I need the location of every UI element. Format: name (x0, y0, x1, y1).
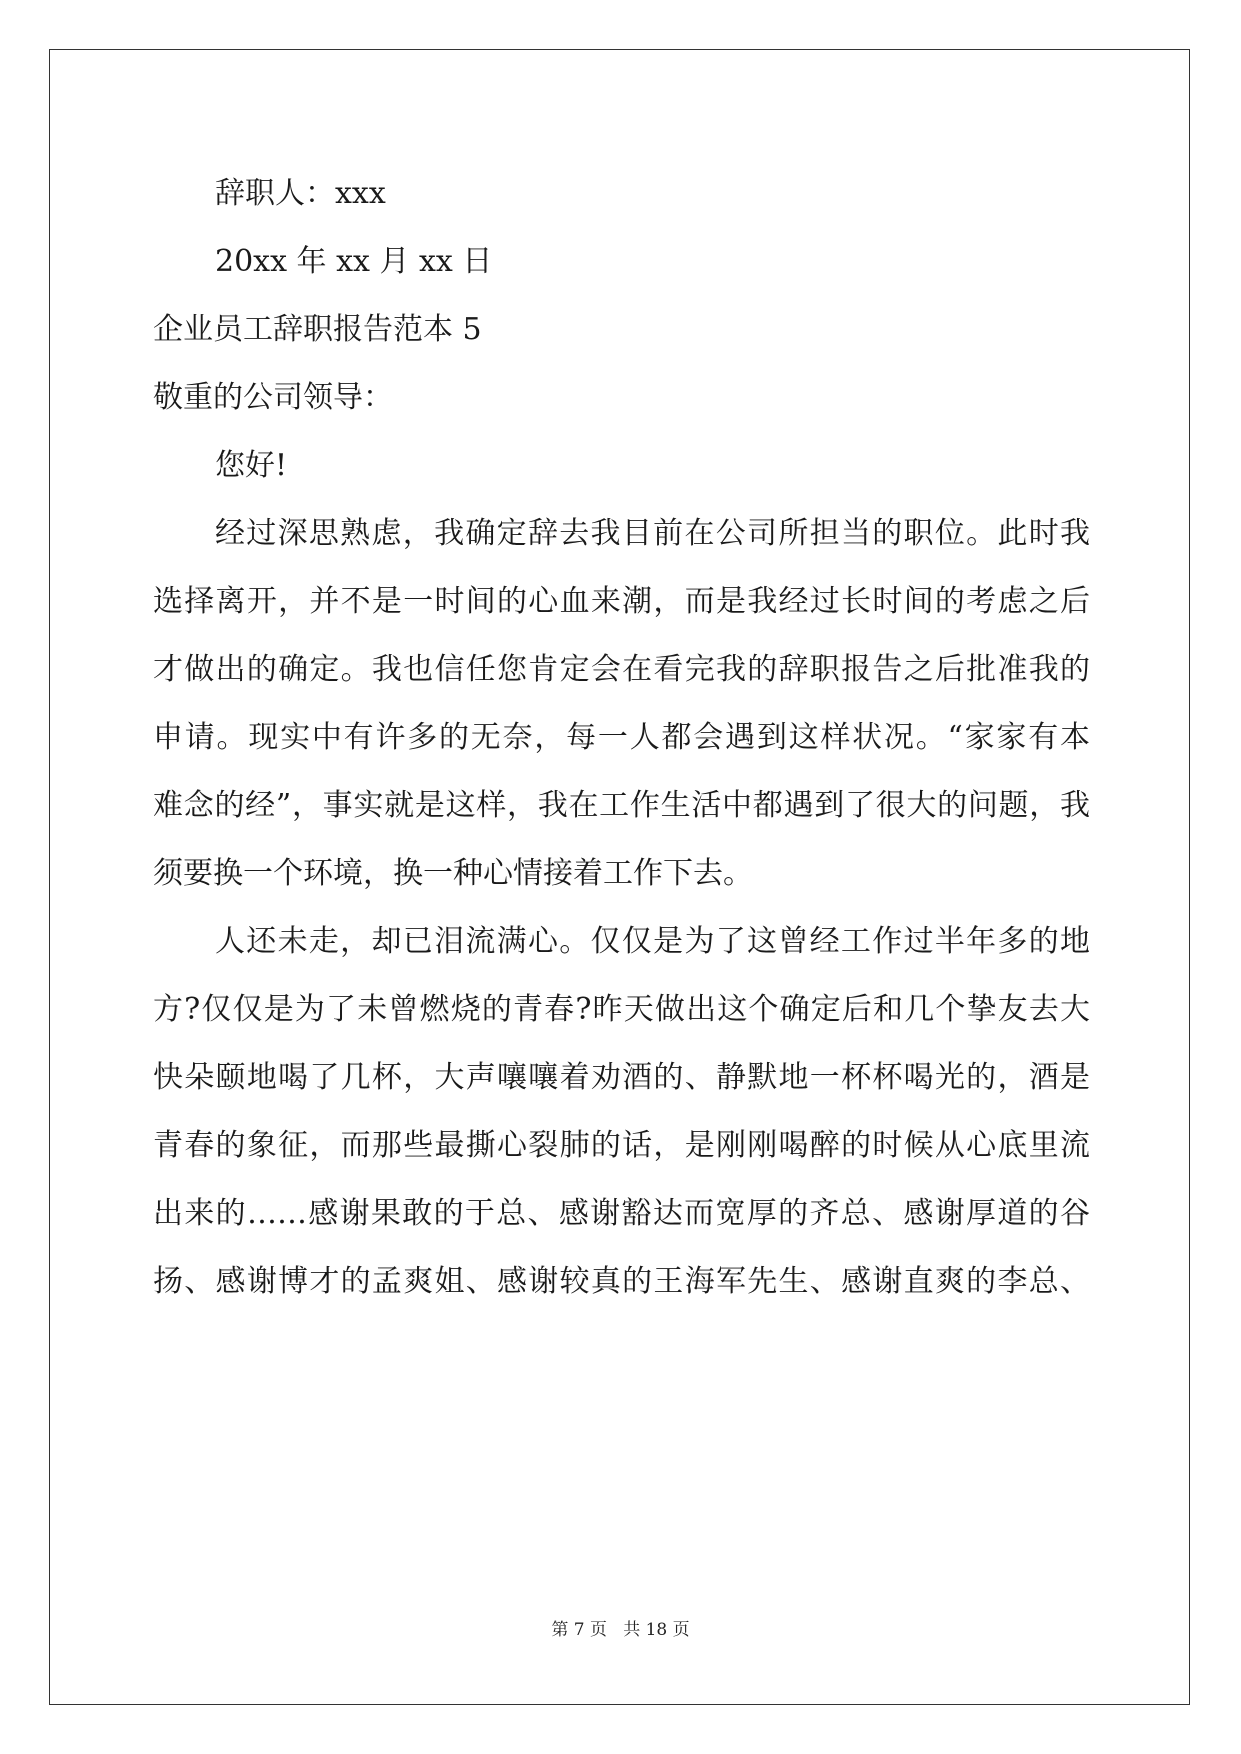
paragraph-line: 难念的经”，事实就是这样，我在工作生活中都遇到了很大的问题，我 (153, 788, 1090, 823)
paragraph-line: 申请。现实中有许多的无奈，每一人都会遇到这样状况。“家家有本 (153, 720, 1090, 755)
date-line: 20xx 年 xx 月 xx 日 (215, 244, 493, 279)
paragraph-line: 方?仅仅是为了未曾燃烧的青春?昨天做出这个确定后和几个挚友去大 (153, 992, 1090, 1027)
paragraph-line: 人还未走，却已泪流满心。仅仅是为了这曾经工作过半年多的地 (215, 924, 1090, 959)
paragraph-line: 经过深思熟虑，我确定辞去我目前在公司所担当的职位。此时我 (215, 516, 1090, 551)
paragraph-line: 须要换一个环境，换一种心情接着工作下去。 (153, 856, 753, 891)
paragraph-line: 青春的象征，而那些最撕心裂肺的话，是刚刚喝醉的时候从心底里流 (153, 1128, 1090, 1163)
paragraph-line: 出来的……感谢果敢的于总、感谢豁达而宽厚的齐总、感谢厚道的谷 (153, 1196, 1090, 1231)
paragraph-line: 才做出的确定。我也信任您肯定会在看完我的辞职报告之后批准我的 (153, 652, 1090, 687)
paragraph-line: 扬、感谢博才的孟爽姐、感谢较真的王海军先生、感谢直爽的李总、 (153, 1264, 1090, 1299)
document-body (153, 160, 1090, 1316)
resigner-line: 辞职人：xxx (215, 176, 386, 211)
section-title: 企业员工辞职报告范本 5 (153, 312, 482, 347)
salutation: 敬重的公司领导： (153, 380, 393, 415)
paragraph-line: 选择离开，并不是一时间的心血来潮，而是我经过长时间的考虑之后 (153, 584, 1090, 619)
greeting: 您好! (215, 448, 288, 483)
paragraph-line: 快朵颐地喝了几杯，大声嚷嚷着劝酒的、静默地一杯杯喝光的，酒是 (153, 1060, 1090, 1095)
paragraph-1 (153, 500, 1090, 908)
page-number-footer: 第 7 页 共 18 页 (551, 1620, 690, 1640)
paragraph-2 (153, 908, 1090, 1316)
